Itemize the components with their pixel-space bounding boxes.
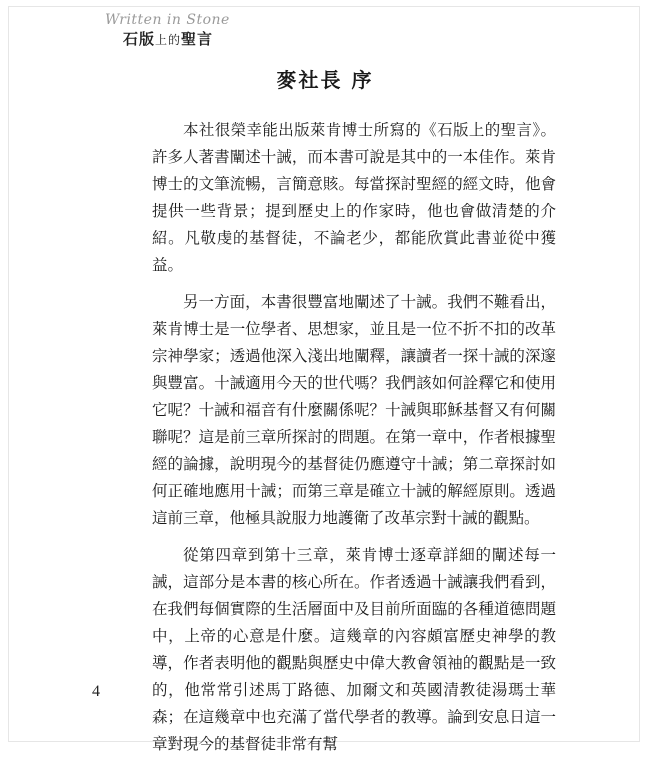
paragraph: 從第四章到第十三章，萊肯博士逐章詳細的闡述每一誡，這部分是本書的核心所在。作者透過十誡讓我們看到，在我們每個實際的生活層面中及目前所面臨的各種道德問題中，上帝的心意是什麼。這幾章的內容頗富歷史神學的教導，作者表明他的觀點與歷史中偉大教會領袖的觀點是一致的，他常常引述馬丁路德、加爾文和英國清教徒湯瑪士華森；在這幾章中也充滿了當代學者的教導。論到安息日這一章對現今的基督徒非常有幫 — [152, 546, 556, 753]
header-script-text: Written in Stone — [105, 12, 230, 28]
running-header-logo — [95, 8, 245, 48]
header-book-title — [123, 28, 213, 49]
page-number: 4 — [92, 683, 100, 700]
body-text — [152, 117, 556, 768]
section-title: 麥社長 序 — [276, 68, 374, 92]
header-title-part1: 石版 — [123, 30, 156, 48]
header-title-part2: 上的 — [155, 33, 182, 47]
header-title-part3: 聖言 — [181, 30, 214, 48]
paragraph: 另一方面，本書很豐富地闡述了十誡。我們不難看出，萊肯博士是一位學者、思想家，並且是一位不折不扣的改革宗神學家；透過他深入淺出地闡釋，讓讀者一探十誡的深邃與豐富。十誡適用今天的世代嗎？我們該如何詮釋它和使用它呢？十誡和福音有什麼關係呢？十誡與耶穌基督又有何關聯呢？這是前三章所探討的問題。在第一章中，作者根據聖經的論據，說明現今的基督徒仍應遵守十誡；第二章探討如何正確地應用十誡；而第三章是確立十誡的解經原則。透過這前三章，他極具說服力地護衛了改革宗對十誡的觀點。 — [152, 293, 556, 527]
paragraph: 本社很榮幸能出版萊肯博士所寫的《石版上的聖言》。許多人著書闡述十誡，而本書可說是其中的一本佳作。萊肯博士的文筆流暢，言簡意賅。每當探討聖經的經文時，他會提供一些背景；提到歷史上的作家時，他也會做清楚的介紹。凡敬虔的基督徒，不論老少，都能欣賞此書並從中獲益。 — [152, 121, 556, 274]
